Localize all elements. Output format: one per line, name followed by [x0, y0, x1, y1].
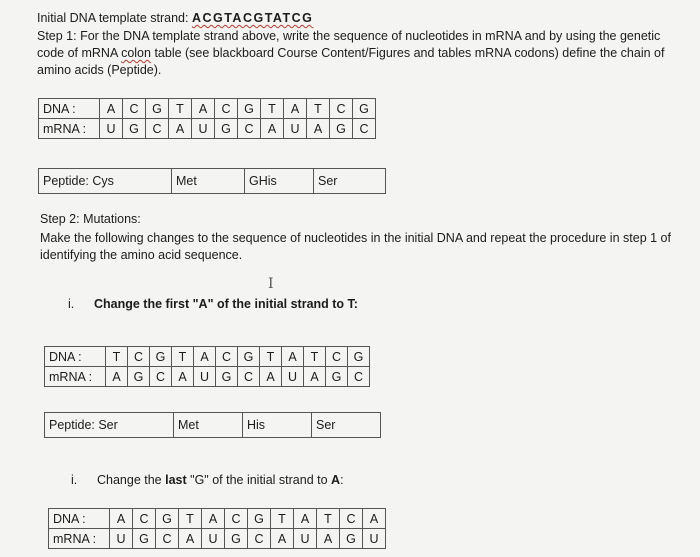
title-prefix: Initial DNA template strand: — [37, 11, 192, 25]
mrna-nucleotide-cell: A — [317, 529, 340, 549]
dna-nucleotide-cell: T — [172, 347, 194, 367]
step2-line1: Make the following changes to the sequence of nucleotides in the initial DNA and repeat the procedure in step 1 of — [40, 231, 671, 245]
mrna-nucleotide-cell: G — [330, 119, 353, 139]
mrna-nucleotide-cell: A — [169, 119, 192, 139]
mrna-nucleotide-cell: G — [128, 367, 150, 387]
step1-line3: amino acids (Peptide). — [37, 63, 162, 77]
mrna-nucleotide-cell: C — [238, 119, 261, 139]
mutation2-text — [97, 472, 344, 489]
sequence-table-3 — [48, 508, 386, 549]
step1-line2-part-a: code of mRNA — [37, 46, 122, 60]
dna-nucleotide-cell: G — [146, 99, 169, 119]
text-cursor-icon: I — [268, 276, 274, 292]
dna-nucleotide-cell: A — [282, 347, 304, 367]
mrna-nucleotide-cell: G — [123, 119, 146, 139]
dna-nucleotide-cell: A — [202, 509, 225, 529]
dna-label: DNA : — [45, 347, 106, 367]
dna-nucleotide-cell: A — [110, 509, 133, 529]
dna-row — [45, 347, 370, 367]
mrna-label: mRNA : — [49, 529, 110, 549]
mrna-nucleotide-cell: U — [194, 367, 216, 387]
sequence-table-2 — [44, 346, 370, 387]
mrna-nucleotide-cell: U — [282, 367, 304, 387]
mrna-nucleotide-cell: C — [146, 119, 169, 139]
peptide-row — [39, 169, 386, 194]
dna-nucleotide-cell: C — [330, 99, 353, 119]
dna-nucleotide-cell: C — [225, 509, 248, 529]
step1-line1: Step 1: For the DNA template strand above, write the sequence of nucleotides in mRNA and by using the genetic — [37, 29, 661, 43]
dna-nucleotide-cell: A — [363, 509, 386, 529]
mutation2-part-e: : — [340, 473, 344, 487]
step1-line2-part-c: table (see blackboard Course Content/Figures and tables mRNA codons) define the chain of — [150, 46, 665, 60]
mrna-nucleotide-cell: C — [353, 119, 376, 139]
mrna-nucleotide-cell: G — [216, 367, 238, 387]
mrna-row — [45, 367, 370, 387]
dna-nucleotide-cell: C — [215, 99, 238, 119]
mutation2-marker: i. — [71, 473, 78, 487]
dna-nucleotide-cell: T — [317, 509, 340, 529]
title-line — [37, 10, 313, 27]
dna-nucleotide-cell: C — [133, 509, 156, 529]
dna-nucleotide-cell: C — [340, 509, 363, 529]
dna-nucleotide-cell: G — [238, 99, 261, 119]
peptide-label: Peptide: Ser — [45, 413, 174, 438]
mrna-nucleotide-cell: A — [172, 367, 194, 387]
peptide-label: Peptide: Cys — [39, 169, 172, 194]
peptide-table-1 — [38, 168, 386, 194]
dna-label: DNA : — [39, 99, 100, 119]
peptide-table-2 — [44, 412, 381, 438]
mrna-nucleotide-cell: A — [304, 367, 326, 387]
peptide-cell: GHis — [245, 169, 314, 194]
mutation2-part-d: A — [331, 473, 341, 487]
mutation1-part-c: of the initial strand to T: — [213, 297, 358, 311]
dna-nucleotide-cell: T — [271, 509, 294, 529]
mrna-label: mRNA : — [45, 367, 106, 387]
mutation1-part-a: Change the first — [94, 297, 193, 311]
mrna-nucleotide-cell: G — [225, 529, 248, 549]
dna-nucleotide-cell: A — [284, 99, 307, 119]
title-strand: ACGTACGTATCG — [191, 11, 314, 25]
mrna-nucleotide-cell: C — [150, 367, 172, 387]
mrna-nucleotide-cell: U — [294, 529, 317, 549]
step1-colon-word: colon — [121, 46, 151, 60]
dna-nucleotide-cell: G — [248, 509, 271, 529]
sequence-table-1 — [38, 98, 376, 139]
dna-nucleotide-cell: C — [123, 99, 146, 119]
mrna-nucleotide-cell: U — [363, 529, 386, 549]
peptide-cell: Ser — [314, 169, 386, 194]
mrna-nucleotide-cell: U — [110, 529, 133, 549]
mrna-nucleotide-cell: A — [179, 529, 202, 549]
dna-nucleotide-cell: G — [156, 509, 179, 529]
dna-nucleotide-cell: C — [216, 347, 238, 367]
peptide-cell: Ser — [312, 413, 381, 438]
mutation2-part-c: "G" of the initial strand to — [186, 473, 332, 487]
mrna-label: mRNA : — [39, 119, 100, 139]
dna-nucleotide-cell: A — [194, 347, 216, 367]
mrna-nucleotide-cell: U — [192, 119, 215, 139]
mrna-nucleotide-cell: A — [106, 367, 128, 387]
mutation1-marker: i. — [68, 297, 75, 311]
dna-nucleotide-cell: G — [353, 99, 376, 119]
dna-row — [39, 99, 376, 119]
dna-nucleotide-cell: T — [106, 347, 128, 367]
dna-nucleotide-cell: G — [238, 347, 260, 367]
dna-nucleotide-cell: G — [150, 347, 172, 367]
dna-nucleotide-cell: A — [294, 509, 317, 529]
step2-heading: Step 2: Mutations: — [40, 212, 141, 226]
mutation1-part-b: "A" — [192, 297, 214, 311]
step2-line2: identifying the amino acid sequence. — [40, 248, 243, 262]
mrna-nucleotide-cell: G — [340, 529, 363, 549]
dna-row — [49, 509, 386, 529]
dna-nucleotide-cell: T — [260, 347, 282, 367]
peptide-cell: Met — [174, 413, 243, 438]
mutation1-text — [94, 296, 358, 313]
mrna-row — [49, 529, 386, 549]
mrna-nucleotide-cell: A — [307, 119, 330, 139]
dna-nucleotide-cell: G — [348, 347, 370, 367]
dna-nucleotide-cell: C — [326, 347, 348, 367]
mrna-nucleotide-cell: C — [156, 529, 179, 549]
mrna-nucleotide-cell: G — [215, 119, 238, 139]
mrna-nucleotide-cell: C — [348, 367, 370, 387]
mrna-nucleotide-cell: G — [133, 529, 156, 549]
mrna-nucleotide-cell: A — [271, 529, 294, 549]
mrna-nucleotide-cell: A — [260, 367, 282, 387]
peptide-row — [45, 413, 381, 438]
mrna-nucleotide-cell: G — [326, 367, 348, 387]
dna-label: DNA : — [49, 509, 110, 529]
mrna-nucleotide-cell: C — [248, 529, 271, 549]
mrna-nucleotide-cell: U — [100, 119, 123, 139]
mutation2-part-b: last — [165, 473, 187, 487]
dna-nucleotide-cell: T — [179, 509, 202, 529]
dna-nucleotide-cell: T — [169, 99, 192, 119]
dna-nucleotide-cell: T — [261, 99, 284, 119]
mrna-nucleotide-cell: A — [261, 119, 284, 139]
peptide-cell: His — [243, 413, 312, 438]
dna-nucleotide-cell: A — [100, 99, 123, 119]
mrna-nucleotide-cell: U — [284, 119, 307, 139]
peptide-cell: Met — [172, 169, 245, 194]
mutation2-part-a: Change the — [97, 473, 166, 487]
dna-nucleotide-cell: T — [307, 99, 330, 119]
dna-nucleotide-cell: T — [304, 347, 326, 367]
step1-line2 — [37, 45, 664, 62]
dna-nucleotide-cell: C — [128, 347, 150, 367]
mrna-row — [39, 119, 376, 139]
dna-nucleotide-cell: A — [192, 99, 215, 119]
mrna-nucleotide-cell: U — [202, 529, 225, 549]
mrna-nucleotide-cell: C — [238, 367, 260, 387]
